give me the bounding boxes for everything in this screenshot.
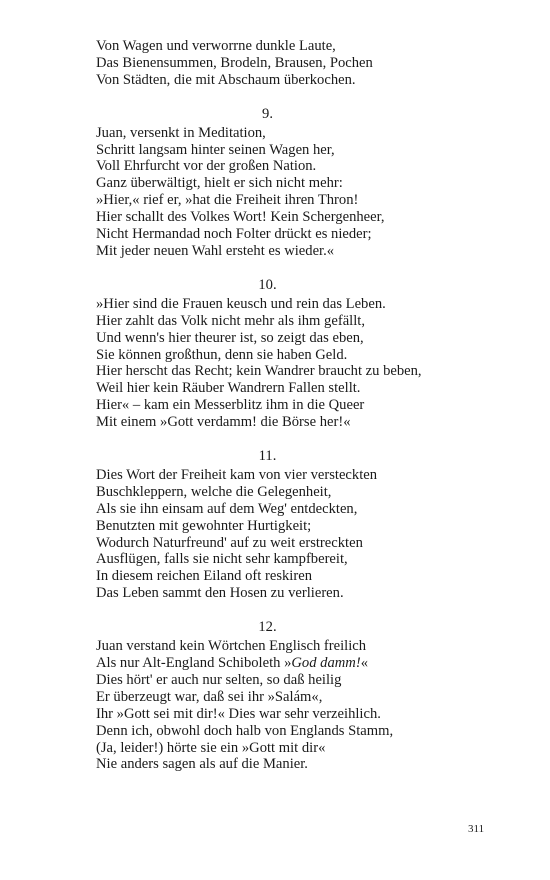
stanza-10 [96,277,516,431]
verse-line: Von Städten, die mit Abschaum überkochen. [96,71,356,88]
verse-line: Buschkleppern, welche die Gelegenheit, [96,483,332,500]
verse-line: »Hier sind die Frauen keusch und rein das Leben. [96,295,386,312]
page-number: 311 [468,823,485,835]
verse-line: Sie können großthun, denn sie haben Geld. [96,346,348,363]
verse-line: Hier zahlt das Volk nicht mehr als ihm gefällt, [96,312,365,329]
verse-line: Hier« – kam ein Messerblitz ihm in die Queer [96,397,365,414]
verse-line: »Hier,« rief er, »hat die Freiheit ihren Thron! [96,192,359,209]
verse-line: Juan, versenkt in Meditation, [96,124,266,141]
stanza-number: 11. [258,448,277,465]
stanza-9 [96,106,516,260]
verse-line: Wodurch Naturfreund' auf zu weit erstreckten [96,534,363,551]
english-oath: God damm! [291,655,361,671]
verse-line: Dies Wort der Freiheit kam von vier versteckten [96,466,378,483]
verse-line: Als nur Alt-England Schiboleth »God damm!« [96,655,369,671]
stanza-11 [96,448,516,602]
verse-line: Voll Ehrfurcht vor der großen Nation. [96,158,317,175]
verse-line: Mit einem »Gott verdamm! die Börse her!« [96,414,351,431]
verse-line: Ausflügen, falls sie nicht sehr kampfbereit, [96,551,348,568]
verse-line: Hier schallt des Volkes Wort! Kein Schergenheer, [96,209,385,226]
verse-line: Dies hört' er auch nur selten, so daß heilig [96,671,342,688]
verse-line: Das Bienensummen, Brodeln, Brausen, Pochen [96,54,373,71]
stanza-fragment [96,38,516,89]
verse-line: Nie anders sagen als auf die Manier. [96,756,308,773]
stanza-number: 9. [262,105,273,122]
verse-line: Juan verstand kein Wörtchen Englisch freilich [96,638,367,655]
verse-line: In diesem reichen Eiland oft reskiren [96,568,312,585]
verse-line: Benutzten mit gewohnter Hurtigkeit; [96,517,312,534]
verse-line: Schritt langsam hinter seinen Wagen her, [96,141,335,158]
verse-line: Hier herscht das Recht; kein Wandrer braucht zu beben, [96,363,422,380]
verse-line: Ganz überwältigt, hielt er sich nicht mehr: [96,175,343,192]
verse-line: Und wenn's hier theurer ist, so zeigt das eben, [96,329,364,346]
stanza-12 [96,619,516,773]
verse-line: Als sie ihn einsam auf dem Weg' entdeckten, [96,500,358,517]
verse-line: Er überzeugt war, daß sei ihr »Salám«, [96,688,323,705]
poem-text [96,38,516,773]
verse-line: Nicht Hermandad noch Folter drückt es nieder; [96,226,372,243]
verse-line: Mit jeder neuen Wahl ersteht es wieder.« [96,242,335,259]
verse-line: Denn ich, obwohl doch halb von Englands Stamm, [96,722,394,739]
verse-line: Weil hier kein Räuber Wandrern Fallen stellt. [96,380,361,397]
stanza-number: 12. [258,619,277,636]
verse-line: (Ja, leider!) hörte sie ein »Gott mit dir« [96,739,326,756]
stanza-number: 10. [258,276,277,293]
verse-line: Das Leben sammt den Hosen zu verlieren. [96,585,344,602]
verse-line: Ihr »Gott sei mit dir!« Dies war sehr verzeihlich. [96,705,381,722]
verse-line: Von Wagen und verworrne dunkle Laute, [96,38,336,54]
